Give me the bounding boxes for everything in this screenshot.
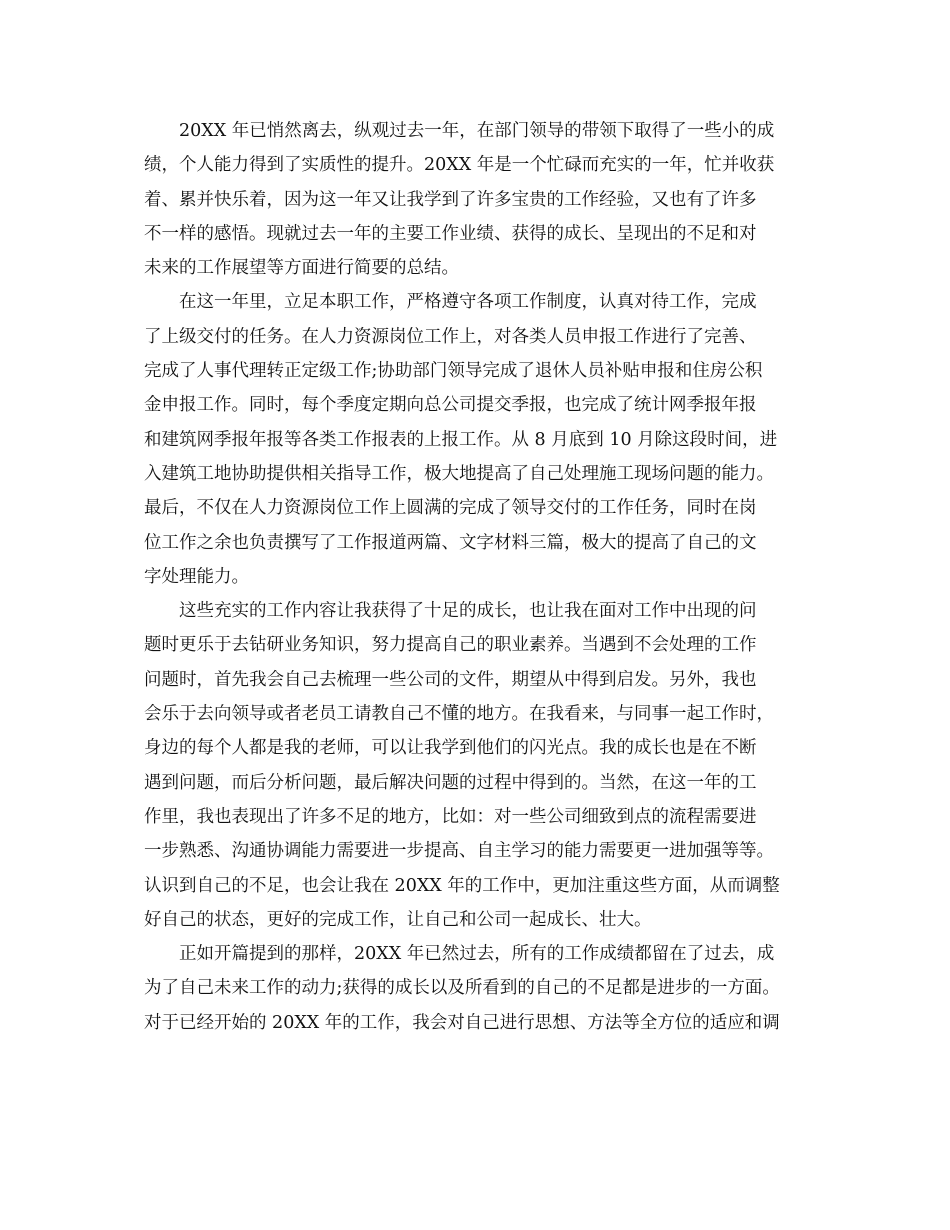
text-line: 着、累并快乐着，因为这一年又让我学到了许多宝贵的工作经验，又也有了许多 (144, 189, 757, 210)
text-line: 字处理能力。 (144, 566, 249, 587)
text-line: 一步熟悉、沟通协调能力需要进一步提高、自主学习的能力需要更一进加强等等。 (144, 841, 774, 862)
text-line: 位工作之余也负责撰写了工作报道两篇、文字材料三篇，极大的提高了自己的文 (144, 532, 757, 553)
text-line: 对于已经开始的 20XX 年的工作，我会对自己进行思想、方法等全方位的适应和调 (144, 1012, 780, 1033)
text-line: 完成了人事代理转正定级工作;协助部门领导完成了退休人员补贴申报和住房公积 (144, 361, 763, 382)
text-line: 了上级交付的任务。在人力资源岗位工作上，对各类人员申报工作进行了完善、 (144, 326, 757, 347)
paragraph-4 (144, 937, 824, 1040)
paragraph-1 (144, 114, 824, 285)
paragraph-2 (144, 285, 824, 594)
document-body (144, 114, 824, 1040)
text-line: 和建筑网季报年报等各类工作报表的上报工作。从 8 月底到 10 月除这段时间，进 (144, 429, 778, 450)
text-line: 认识到自己的不足，也会让我在 20XX 年的工作中，更加注重这些方面，从而调整 (144, 875, 780, 896)
text-line: 为了自己未来工作的动力;获得的成长以及所看到的自己的不足都是进步的一方面。 (144, 978, 780, 999)
text-line: 遇到问题，而后分析问题，最后解决问题的过程中得到的。当然，在这一年的工 (144, 772, 757, 793)
text-line: 最后，不仅在人力资源岗位工作上圆满的完成了领导交付的工作任务，同时在岗 (144, 498, 757, 519)
text-line: 入建筑工地协助提供相关指导工作，极大地提高了自己处理施工现场问题的能力。 (144, 463, 774, 484)
text-line: 未来的工作展望等方面进行简要的总结。 (144, 258, 459, 279)
text-line: 好自己的状态，更好的完成工作，让自己和公司一起成长、壮大。 (144, 909, 652, 930)
text-line: 金申报工作。同时，每个季度定期向总公司提交季报，也完成了统计网季报年报 (144, 395, 757, 416)
text-line: 20XX 年已悄然离去，纵观过去一年，在部门领导的带领下取得了一些小的成 (179, 121, 775, 141)
text-line: 绩，个人能力得到了实质性的提升。20XX 年是一个忙碌而充实的一年，忙并收获 (144, 155, 775, 176)
text-line: 正如开篇提到的那样，20XX 年已然过去，所有的工作成绩都留在了过去，成 (179, 944, 775, 965)
text-line: 会乐于去向领导或者老员工请教自己不懂的地方。在我看来，与同事一起工作时， (144, 704, 774, 725)
paragraph-3 (144, 594, 824, 937)
text-line: 这些充实的工作内容让我获得了十足的成长，也让我在面对工作中出现的问 (179, 601, 757, 622)
text-line: 问题时，首先我会自己去梳理一些公司的文件，期望从中得到启发。另外，我也 (144, 669, 757, 690)
text-line: 作里，我也表现出了许多不足的地方，比如：对一些公司细致到点的流程需要进 (144, 806, 757, 827)
text-line: 身边的每个人都是我的老师，可以让我学到他们的闪光点。我的成长也是在不断 (144, 738, 757, 759)
text-line: 题时更乐于去钻研业务知识，努力提高自己的职业素养。当遇到不会处理的工作 (144, 635, 757, 656)
text-line: 在这一年里，立足本职工作，严格遵守各项工作制度，认真对待工作，完成 (179, 292, 757, 313)
text-line: 不一样的感悟。现就过去一年的主要工作业绩、获得的成长、呈现出的不足和对 (144, 223, 757, 244)
